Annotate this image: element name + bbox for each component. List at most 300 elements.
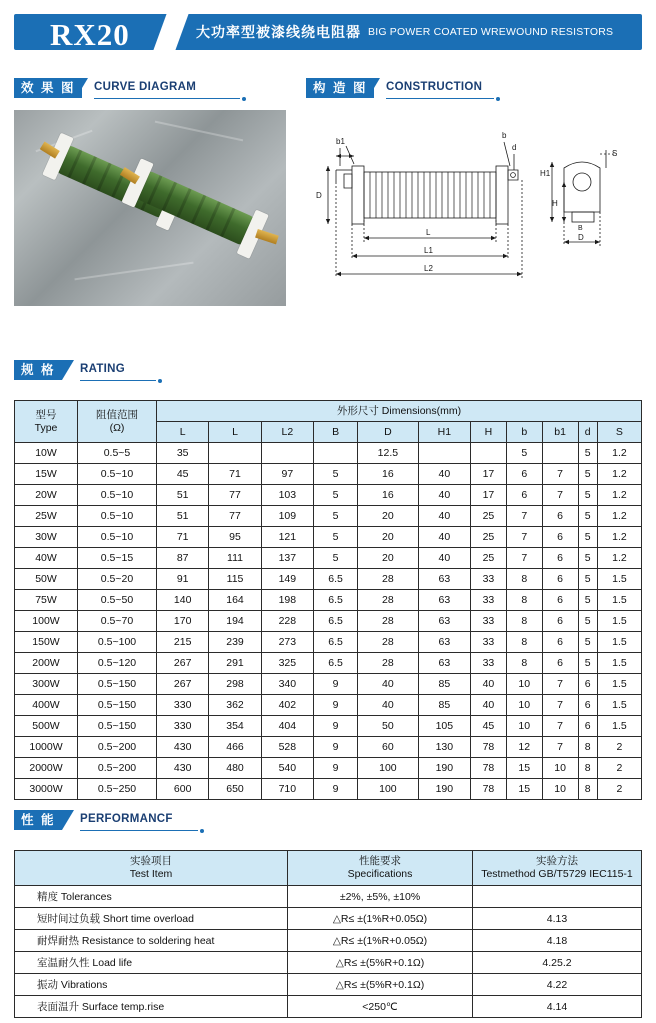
rating-cell-dim: 1.5	[597, 716, 641, 737]
rating-cell-type: 1000W	[15, 737, 78, 758]
section-construction-label-en: CONSTRUCTION	[386, 81, 483, 93]
rating-cell-range: 0.5~150	[78, 716, 157, 737]
rating-cell-dim: 71	[157, 527, 209, 548]
performance-cell-item: 精度 Tolerances	[15, 886, 288, 908]
rating-cell-dim	[314, 443, 358, 464]
rating-cell-dim: 33	[471, 569, 507, 590]
performance-head-method	[473, 851, 642, 886]
rating-cell-dim: 170	[157, 611, 209, 632]
rating-cell-dim: 430	[157, 737, 209, 758]
rating-cell-type: 15W	[15, 464, 78, 485]
page-header	[0, 14, 656, 54]
rating-cell-dim: 1.5	[597, 674, 641, 695]
rating-cell-dim: 9	[314, 674, 358, 695]
rating-cell-dim: 109	[261, 506, 313, 527]
section-performance-underline	[80, 830, 198, 831]
label-H1: H1	[540, 169, 551, 178]
performance-cell-spec: △R≤ ±(5%R+0.1Ω)	[288, 974, 473, 996]
section-performance-arrow	[62, 810, 74, 830]
rating-cell-dim: 354	[209, 716, 261, 737]
rating-cell-type: 25W	[15, 506, 78, 527]
rating-cell-dim: 7	[542, 464, 578, 485]
rating-cell-dim: 9	[314, 779, 358, 800]
rating-cell-dim: 1.2	[597, 464, 641, 485]
rating-cell-range: 0.5~100	[78, 632, 157, 653]
rating-head-range-cn: 阻值范围	[96, 408, 138, 421]
performance-head-item-cn: 实验项目	[130, 855, 172, 867]
rating-cell-dim: 8	[578, 779, 597, 800]
label-L2: L2	[424, 264, 433, 273]
section-curve-arrow	[76, 78, 88, 98]
table-row	[15, 716, 642, 737]
rating-cell-dim: 50	[358, 716, 419, 737]
rating-cell-dim: 650	[209, 779, 261, 800]
rating-cell-dim: 60	[358, 737, 419, 758]
rating-cell-dim	[471, 443, 507, 464]
rating-cell-dim: 7	[506, 548, 542, 569]
rating-cell-dim: 33	[471, 590, 507, 611]
section-construction-label-cn: 构 造 图	[306, 78, 374, 98]
rating-cell-dim: 6	[578, 674, 597, 695]
rating-cell-dim: 5	[314, 485, 358, 506]
rating-cell-dim: 5	[578, 611, 597, 632]
table-row	[15, 548, 642, 569]
rating-col-L2: L2	[261, 422, 313, 443]
rating-cell-dim: 2	[597, 758, 641, 779]
rating-cell-dim: 25	[471, 506, 507, 527]
rating-cell-type: 50W	[15, 569, 78, 590]
label-H: H	[552, 199, 558, 208]
rating-cell-dim: 16	[358, 485, 419, 506]
rating-cell-dim: 140	[157, 590, 209, 611]
performance-head-method-cn: 实验方法	[536, 855, 578, 867]
rating-cell-dim: 2	[597, 779, 641, 800]
rating-cell-dim	[209, 443, 261, 464]
performance-cell-item: 短时间过负载 Short time overload	[15, 908, 288, 930]
rating-cell-dim: 78	[471, 737, 507, 758]
rating-cell-dim: 115	[209, 569, 261, 590]
performance-cell-method: 4.14	[473, 996, 642, 1018]
performance-cell-spec: △R≤ ±(5%R+0.1Ω)	[288, 952, 473, 974]
rating-cell-dim: 404	[261, 716, 313, 737]
rating-cell-range: 0.5~10	[78, 464, 157, 485]
product-model: RX20	[50, 17, 130, 52]
performance-head-row	[15, 851, 642, 886]
rating-cell-dim: 78	[471, 779, 507, 800]
label-L: L	[426, 228, 431, 237]
rating-cell-dim: 63	[418, 632, 470, 653]
rating-cell-dim: 8	[578, 737, 597, 758]
rating-cell-dim: 5	[578, 506, 597, 527]
table-row	[15, 653, 642, 674]
rating-cell-type: 400W	[15, 695, 78, 716]
rating-cell-dim: 33	[471, 653, 507, 674]
rating-cell-dim: 8	[506, 611, 542, 632]
performance-head-spec-cn: 性能要求	[359, 855, 401, 867]
rating-cell-dim: 1.2	[597, 506, 641, 527]
performance-cell-method: 4.25.2	[473, 952, 642, 974]
rating-cell-type: 20W	[15, 485, 78, 506]
rating-cell-dim: 1.2	[597, 485, 641, 506]
section-curve-dot	[242, 97, 246, 101]
rating-cell-dim: 2	[597, 737, 641, 758]
performance-cell-item: 室温耐久性 Load life	[15, 952, 288, 974]
label-S: S	[612, 149, 618, 158]
rating-cell-type: 150W	[15, 632, 78, 653]
construction-drawing	[306, 110, 642, 306]
rating-cell-range: 0.5~200	[78, 737, 157, 758]
rating-cell-dim: 6.5	[314, 611, 358, 632]
rating-cell-dim: 1.5	[597, 695, 641, 716]
rating-cell-dim: 330	[157, 695, 209, 716]
rating-cell-dim: 85	[418, 695, 470, 716]
rating-cell-dim: 40	[358, 674, 419, 695]
rating-cell-dim: 6	[542, 611, 578, 632]
rating-cell-dim: 149	[261, 569, 313, 590]
performance-cell-spec: △R≤ ±(1%R+0.05Ω)	[288, 930, 473, 952]
rating-cell-range: 0.5~200	[78, 758, 157, 779]
table-row	[15, 996, 642, 1018]
rating-cell-dim: 5	[578, 527, 597, 548]
rating-cell-dim: 1.5	[597, 569, 641, 590]
rating-cell-dim: 71	[209, 464, 261, 485]
label-L1: L1	[424, 246, 433, 255]
rating-cell-dim: 28	[358, 632, 419, 653]
rating-table-body	[15, 443, 642, 800]
table-row	[15, 569, 642, 590]
rating-cell-dim: 190	[418, 758, 470, 779]
rating-cell-dim: 6	[578, 716, 597, 737]
rating-cell-dim: 77	[209, 485, 261, 506]
rating-cell-range: 0.5~50	[78, 590, 157, 611]
rating-cell-dim: 6.5	[314, 632, 358, 653]
rating-cell-dim: 137	[261, 548, 313, 569]
rating-head-dimensions: 外形尺寸 Dimensions(mm)	[157, 401, 642, 422]
rating-cell-dim: 5	[314, 527, 358, 548]
rating-cell-dim: 17	[471, 464, 507, 485]
rating-cell-dim: 325	[261, 653, 313, 674]
rating-cell-dim: 1.5	[597, 611, 641, 632]
rating-cell-dim: 121	[261, 527, 313, 548]
rating-cell-range: 0.5~250	[78, 779, 157, 800]
rating-cell-dim: 28	[358, 611, 419, 632]
rating-cell-dim: 63	[418, 569, 470, 590]
rating-cell-dim: 6	[542, 506, 578, 527]
rating-cell-dim: 40	[418, 485, 470, 506]
rating-cell-type: 75W	[15, 590, 78, 611]
rating-cell-type: 3000W	[15, 779, 78, 800]
rating-cell-dim: 239	[209, 632, 261, 653]
rating-cell-dim: 1.2	[597, 548, 641, 569]
rating-cell-dim: 17	[471, 485, 507, 506]
rating-cell-dim: 6	[542, 632, 578, 653]
resistor-body	[134, 170, 256, 247]
performance-cell-method: 4.18	[473, 930, 642, 952]
performance-cell-spec: <250℃	[288, 996, 473, 1018]
rating-cell-dim: 40	[418, 527, 470, 548]
rating-cell-dim: 8	[506, 590, 542, 611]
rating-cell-dim: 480	[209, 758, 261, 779]
rating-cell-dim: 78	[471, 758, 507, 779]
rating-cell-dim: 5	[314, 506, 358, 527]
rating-cell-dim: 20	[358, 506, 419, 527]
table-row	[15, 485, 642, 506]
section-rating-underline	[80, 380, 156, 381]
rating-cell-dim: 5	[314, 464, 358, 485]
rating-cell-dim: 7	[542, 737, 578, 758]
performance-table	[14, 850, 642, 1018]
section-curve-label-cn: 效 果 图	[14, 78, 82, 98]
performance-head-spec	[288, 851, 473, 886]
section-performance-label-cn: 性 能	[14, 810, 62, 830]
rating-cell-dim: 190	[418, 779, 470, 800]
rating-cell-dim: 5	[578, 653, 597, 674]
rating-col-L-a: L	[157, 422, 209, 443]
rating-cell-dim: 6	[542, 569, 578, 590]
rating-col-B: B	[314, 422, 358, 443]
rating-cell-dim: 7	[506, 506, 542, 527]
rating-cell-range: 0.5~10	[78, 485, 157, 506]
rating-cell-dim: 45	[471, 716, 507, 737]
rating-cell-dim: 273	[261, 632, 313, 653]
rating-cell-dim: 7	[506, 527, 542, 548]
rating-cell-dim: 45	[157, 464, 209, 485]
rating-cell-range: 0.5~150	[78, 695, 157, 716]
rating-cell-dim: 33	[471, 611, 507, 632]
rating-cell-range: 0.5~10	[78, 506, 157, 527]
rating-cell-dim: 111	[209, 548, 261, 569]
rating-cell-dim: 1.5	[597, 590, 641, 611]
rating-cell-dim: 10	[542, 758, 578, 779]
rating-cell-dim: 51	[157, 506, 209, 527]
performance-cell-item: 耐焊耐热 Resistance to soldering heat	[15, 930, 288, 952]
rating-cell-type: 40W	[15, 548, 78, 569]
performance-head-item	[15, 851, 288, 886]
rating-cell-dim: 8	[506, 632, 542, 653]
section-construction-underline	[386, 98, 494, 99]
section-rating-label-en: RATING	[80, 363, 126, 375]
rating-cell-dim: 5	[578, 464, 597, 485]
rating-cell-dim: 6.5	[314, 653, 358, 674]
rating-cell-dim: 6.5	[314, 569, 358, 590]
rating-cell-dim: 528	[261, 737, 313, 758]
rating-col-b: b	[506, 422, 542, 443]
rating-col-L-b: L	[209, 422, 261, 443]
rating-head-row-1	[15, 401, 642, 422]
label-b1: b1	[336, 137, 345, 146]
rating-cell-dim: 1.5	[597, 632, 641, 653]
rating-cell-dim: 100	[358, 758, 419, 779]
performance-cell-spec: △R≤ ±(1%R+0.05Ω)	[288, 908, 473, 930]
rating-cell-dim: 87	[157, 548, 209, 569]
resistor-terminal-lug	[255, 229, 279, 244]
rating-cell-dim: 10	[506, 674, 542, 695]
rating-cell-dim: 5	[578, 569, 597, 590]
label-D2: D	[578, 233, 584, 242]
rating-cell-dim: 6	[506, 464, 542, 485]
rating-cell-dim: 28	[358, 590, 419, 611]
rating-cell-dim: 9	[314, 695, 358, 716]
rating-cell-dim: 12	[506, 737, 542, 758]
rating-col-d: d	[578, 422, 597, 443]
rating-cell-dim: 6.5	[314, 590, 358, 611]
table-row	[15, 674, 642, 695]
performance-table-body	[15, 886, 642, 1018]
performance-cell-item: 振动 Vibrations	[15, 974, 288, 996]
rating-cell-dim: 6	[542, 590, 578, 611]
rating-cell-dim: 6	[542, 548, 578, 569]
rating-cell-dim: 7	[542, 716, 578, 737]
rating-cell-dim: 100	[358, 779, 419, 800]
section-rating-label-cn: 规 格	[14, 360, 62, 380]
rating-cell-dim: 1.2	[597, 443, 641, 464]
rating-cell-dim: 103	[261, 485, 313, 506]
rating-cell-type: 500W	[15, 716, 78, 737]
section-rating	[14, 360, 254, 382]
rating-cell-dim: 40	[471, 674, 507, 695]
rating-cell-dim: 540	[261, 758, 313, 779]
rating-cell-dim: 9	[314, 758, 358, 779]
rating-cell-dim: 12.5	[358, 443, 419, 464]
rating-cell-dim: 63	[418, 653, 470, 674]
rating-cell-dim: 40	[418, 506, 470, 527]
section-performance-label-en: PERFORMANCF	[80, 813, 173, 825]
rating-cell-dim: 20	[358, 548, 419, 569]
rating-cell-dim: 9	[314, 737, 358, 758]
rating-cell-dim: 362	[209, 695, 261, 716]
rating-cell-type: 10W	[15, 443, 78, 464]
section-performance	[14, 810, 254, 832]
rating-cell-dim: 40	[418, 548, 470, 569]
section-curve-label-en: CURVE DIAGRAM	[94, 81, 197, 93]
rating-cell-dim: 25	[471, 527, 507, 548]
performance-cell-method: 4.22	[473, 974, 642, 996]
rating-cell-dim: 40	[471, 695, 507, 716]
rating-cell-dim	[418, 443, 470, 464]
rating-cell-dim: 6	[506, 485, 542, 506]
section-curve-diagram	[14, 78, 274, 100]
performance-table-head	[15, 851, 642, 886]
rating-cell-range: 0.5~150	[78, 674, 157, 695]
resistor-unit	[101, 138, 286, 286]
rating-cell-dim: 267	[157, 674, 209, 695]
table-row	[15, 443, 642, 464]
rating-cell-type: 2000W	[15, 758, 78, 779]
rating-cell-dim: 1.2	[597, 527, 641, 548]
rating-col-b1: b1	[542, 422, 578, 443]
rating-head-type-en: Type	[34, 421, 58, 434]
table-row	[15, 779, 642, 800]
label-B: B	[578, 225, 583, 232]
rating-cell-dim: 228	[261, 611, 313, 632]
section-construction-dot	[496, 97, 500, 101]
rating-cell-dim: 28	[358, 653, 419, 674]
table-row	[15, 464, 642, 485]
rating-cell-dim: 63	[418, 590, 470, 611]
rating-cell-range: 0.5~15	[78, 548, 157, 569]
label-D: D	[316, 191, 322, 200]
rating-cell-dim: 291	[209, 653, 261, 674]
performance-head-method-en: Testmethod GB/T5729 IEC115-1	[481, 868, 633, 880]
rating-cell-dim: 51	[157, 485, 209, 506]
performance-cell-item: 表面温升 Surface temp.rise	[15, 996, 288, 1018]
rating-cell-dim: 6	[542, 527, 578, 548]
performance-cell-spec: ±2%, ±5%, ±10%	[288, 886, 473, 908]
rating-cell-dim: 5	[578, 485, 597, 506]
table-row	[15, 737, 642, 758]
rating-cell-dim: 91	[157, 569, 209, 590]
table-row	[15, 974, 642, 996]
rating-cell-dim: 77	[209, 506, 261, 527]
rating-cell-range: 0.5~120	[78, 653, 157, 674]
photo-texture	[155, 121, 243, 141]
rating-cell-dim: 5	[578, 632, 597, 653]
rating-cell-dim: 97	[261, 464, 313, 485]
rating-cell-dim: 35	[157, 443, 209, 464]
rating-cell-dim: 10	[506, 716, 542, 737]
table-row	[15, 611, 642, 632]
section-curve-underline	[94, 98, 240, 99]
rating-cell-dim: 267	[157, 653, 209, 674]
rating-cell-dim: 5	[578, 590, 597, 611]
rating-head-range-unit: (Ω)	[109, 421, 125, 434]
rating-cell-dim: 16	[358, 464, 419, 485]
rating-cell-dim: 10	[506, 695, 542, 716]
rating-cell-type: 30W	[15, 527, 78, 548]
rating-table	[14, 400, 642, 800]
rating-cell-dim: 5	[506, 443, 542, 464]
rating-head-range	[78, 401, 157, 443]
table-row	[15, 886, 642, 908]
header-title-en: BIG POWER COATED WREWOUND RESISTORS	[368, 26, 614, 38]
table-row	[15, 695, 642, 716]
section-construction-arrow	[368, 78, 380, 98]
rating-cell-dim: 8	[578, 758, 597, 779]
rating-cell-dim: 710	[261, 779, 313, 800]
rating-cell-dim: 130	[418, 737, 470, 758]
rating-cell-dim: 7	[542, 695, 578, 716]
rating-cell-dim: 466	[209, 737, 261, 758]
table-row	[15, 590, 642, 611]
rating-cell-dim: 600	[157, 779, 209, 800]
rating-cell-range: 0.5~5	[78, 443, 157, 464]
rating-cell-dim: 95	[209, 527, 261, 548]
rating-cell-dim: 25	[471, 548, 507, 569]
rating-cell-dim	[542, 443, 578, 464]
rating-cell-dim: 7	[542, 674, 578, 695]
table-row	[15, 908, 642, 930]
rating-cell-dim: 33	[471, 632, 507, 653]
construction-svg	[306, 110, 642, 306]
rating-cell-type: 300W	[15, 674, 78, 695]
rating-cell-dim: 402	[261, 695, 313, 716]
rating-head-type-cn: 型号	[35, 408, 57, 421]
rating-col-D: D	[358, 422, 419, 443]
rating-cell-dim: 5	[578, 443, 597, 464]
rating-cell-dim: 7	[542, 485, 578, 506]
rating-cell-dim: 198	[261, 590, 313, 611]
rating-cell-dim: 330	[157, 716, 209, 737]
rating-cell-dim: 430	[157, 758, 209, 779]
section-rating-dot	[158, 379, 162, 383]
label-b: b	[502, 131, 507, 140]
rating-cell-dim: 6	[542, 653, 578, 674]
section-performance-dot	[200, 829, 204, 833]
rating-cell-dim: 194	[209, 611, 261, 632]
section-construction	[306, 78, 566, 100]
photo-texture	[74, 262, 193, 281]
header-title-cn: 大功率型被漆线绕电阻器	[196, 24, 361, 40]
